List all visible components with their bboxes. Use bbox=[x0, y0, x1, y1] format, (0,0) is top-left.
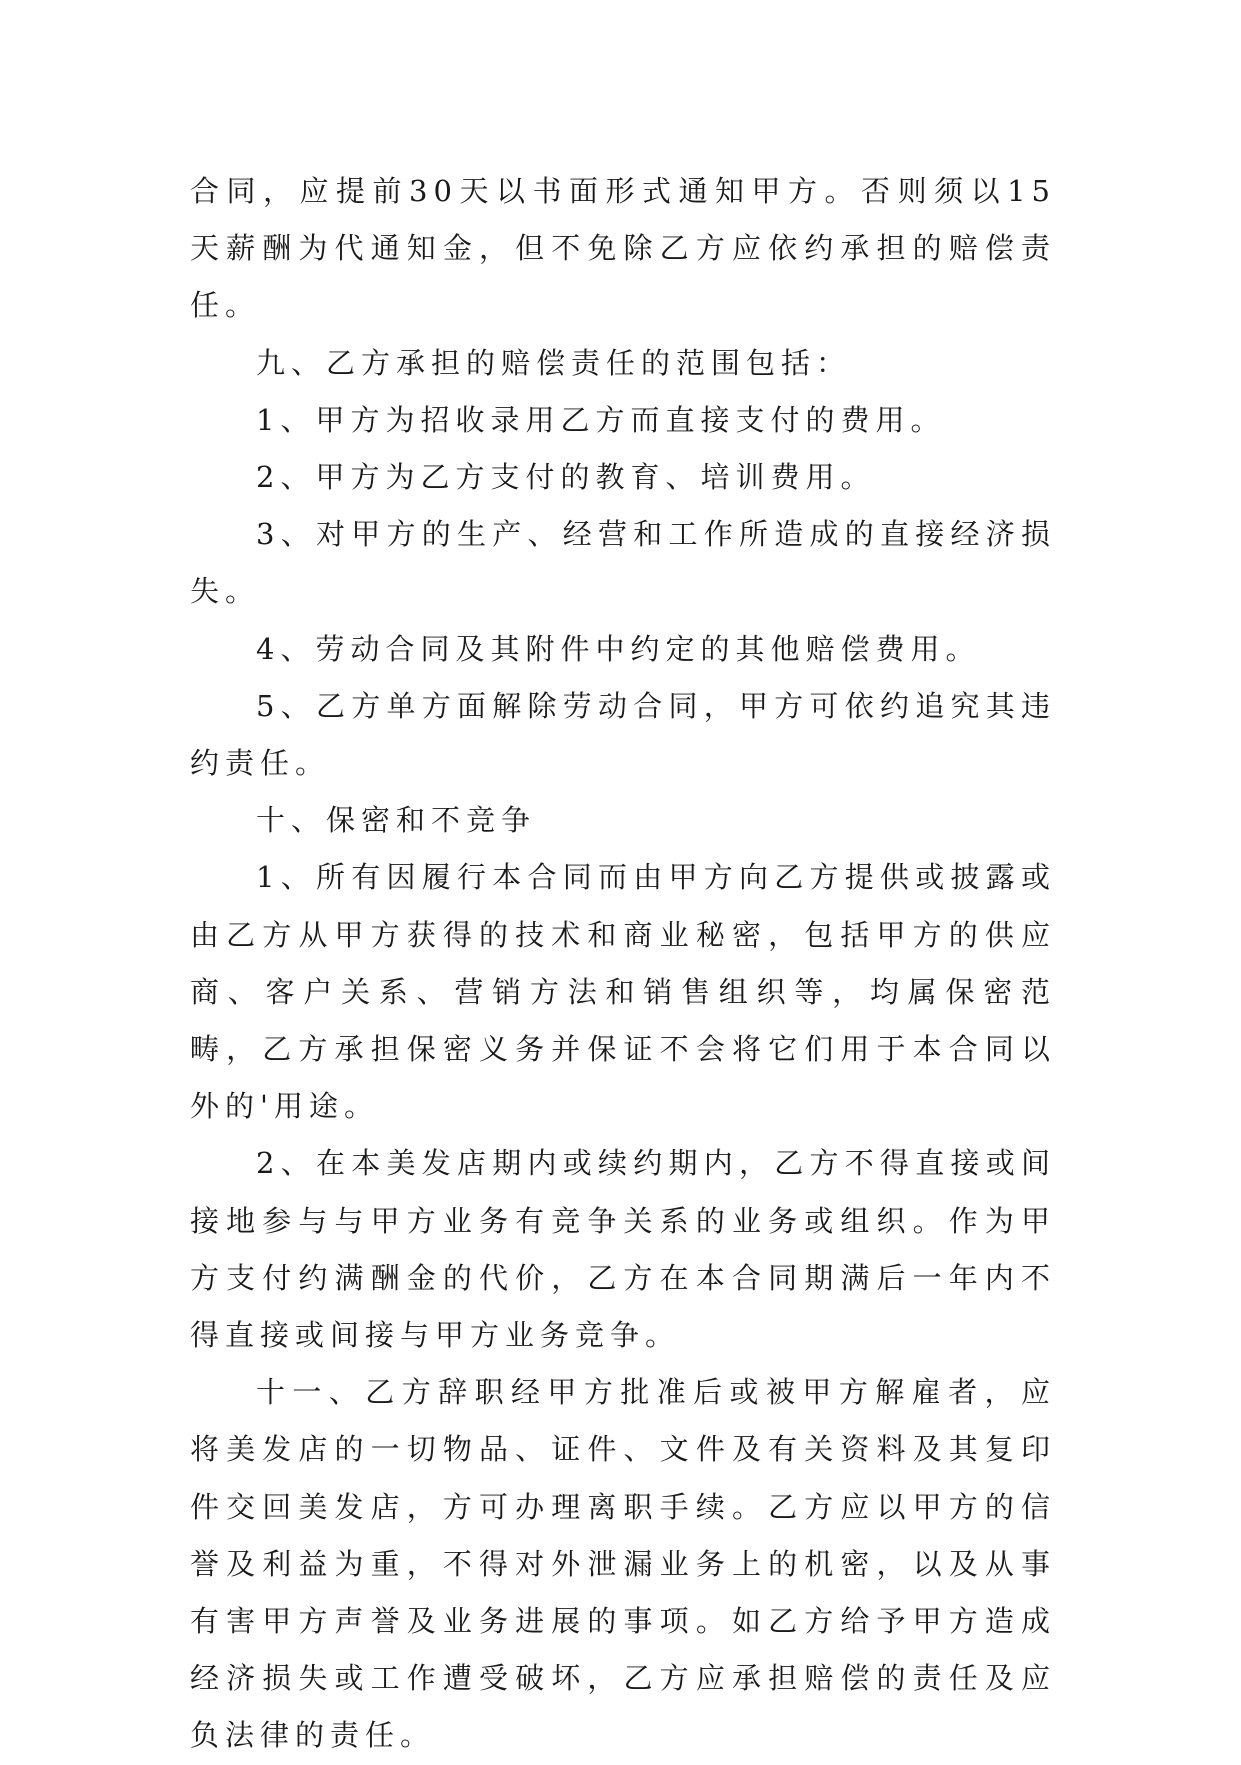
section-heading-ten: 十、保密和不竞争 bbox=[256, 803, 537, 838]
section-eleven-resignation: 十一、乙方辞职经甲方批准后或被甲方解雇者，应将美发店的一切物品、证件、文件及有关资料及其复印件交回美发店，方可办理离职手续。乙方应以甲方的信誉及利益为重，不得对外泄漏业务上的机密，以及从事有害甲方声誉及业务进展的事项。如乙方给予甲方造成经济损失或工作遭受破坏，乙方应承担赔偿的责任及应负法律的责任。 bbox=[190, 1375, 1056, 1753]
confidentiality-clause-1: 1、所有因履行本合同而由甲方向乙方提供或披露或由乙方从甲方获得的技术和商业秘密，包括甲方的供应商、客户关系、营销方法和销售组织等，均属保密范畴，乙方承担保密义务并保证不会将它们用于本合同以外的'用途。 bbox=[190, 860, 1056, 1124]
list-item-4: 4、劳动合同及其附件中约定的其他赔偿费用。 bbox=[256, 631, 981, 666]
contract-body-text bbox=[190, 163, 1056, 1765]
list-item-2: 2、甲方为乙方支付的教育、培训费用。 bbox=[256, 460, 876, 495]
section-heading-nine: 九、乙方承担的赔偿责任的范围包括： bbox=[256, 345, 852, 380]
list-item-1: 1、甲方为招收录用乙方而直接支付的费用。 bbox=[256, 402, 946, 437]
non-compete-clause-2: 2、在本美发店期内或续约期内，乙方不得直接或间接地参与与甲方业务有竞争关系的业务或组织。作为甲方支付约满酬金的代价，乙方在本合同期满后一年内不得直接或间接与甲方业务竞争。 bbox=[190, 1146, 1056, 1353]
paragraph-continuation: 合同，应提前30天以书面形式通知甲方。否则须以15天薪酬为代通知金，但不免除乙方应依约承担的赔偿责任。 bbox=[190, 174, 1056, 323]
list-item-3: 3、对甲方的生产、经营和工作所造成的直接经济损失。 bbox=[190, 517, 1056, 609]
list-item-5: 5、乙方单方面解除劳动合同，甲方可依约追究其违约责任。 bbox=[190, 688, 1056, 781]
